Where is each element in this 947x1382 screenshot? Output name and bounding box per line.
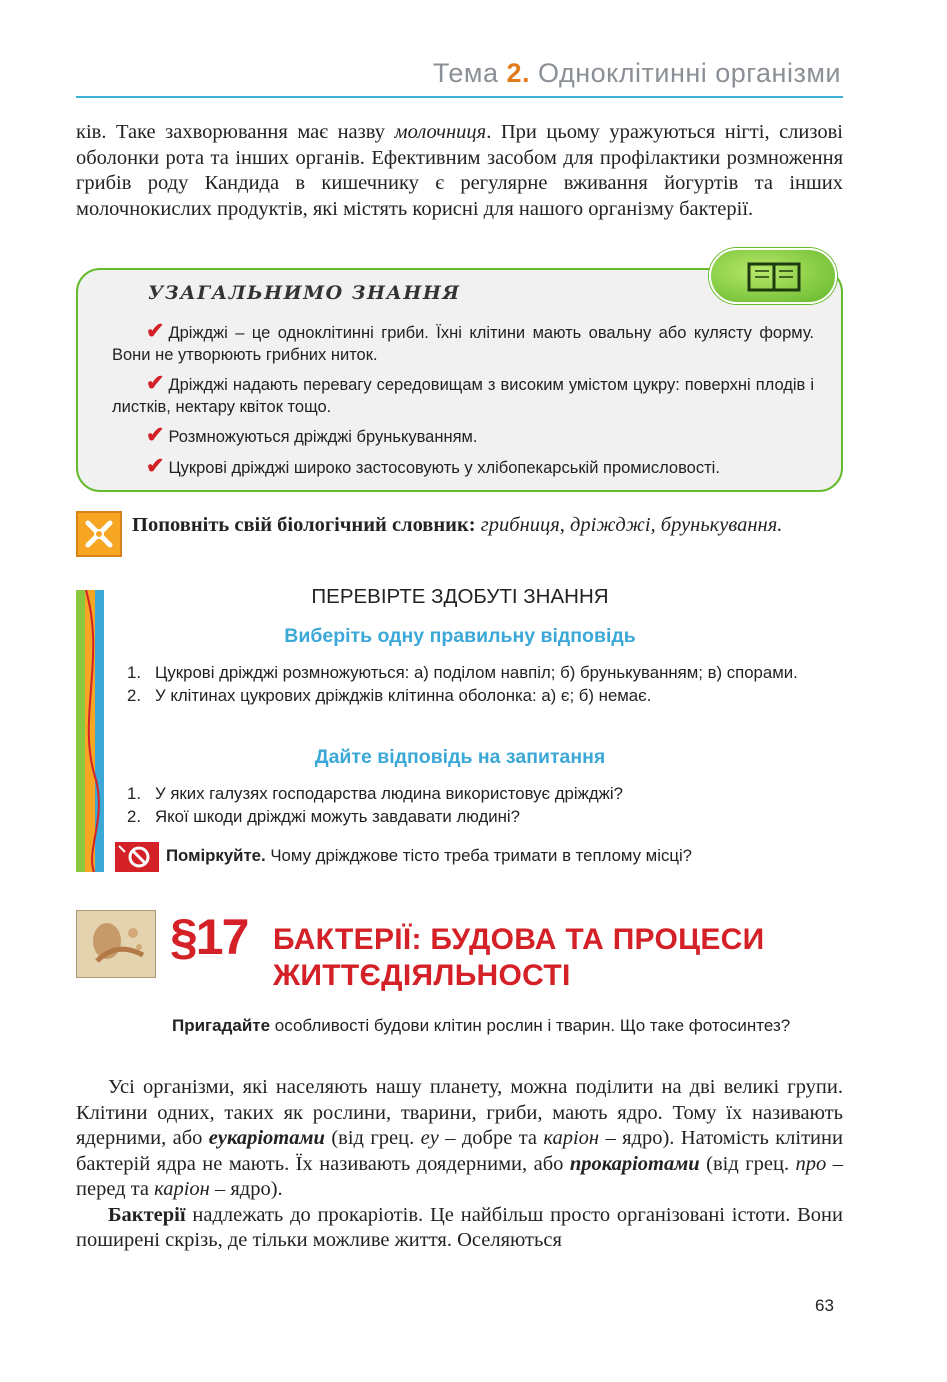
intro-text-after: . При цьому уражуються нігті, слизові оболонки рота та інших органів. Ефективним засобом для профілактики розмноження грибів роду Кандида в кишечнику є регулярне вживання йогуртів та інших молочнокислих продуктів, які містять корисні для нашого організму бактерії. xyxy=(76,121,843,220)
check-icon: ✔ xyxy=(146,422,165,447)
summary-list xyxy=(112,320,814,485)
think-question: Поміркуйте. Чому дріжджове тісто треба тримати в теплому місці? xyxy=(166,846,693,865)
check-icon: ✔ xyxy=(146,452,165,478)
header-divider xyxy=(76,96,843,98)
choose-answer-list xyxy=(125,662,843,707)
term-bacteria: Бактерії xyxy=(108,1203,186,1226)
summary-item: ✔ Дріжджі – це одноклітинні гриби. Їхні клітини мають овальну або кулясту форму. Вони не утворюють грибних ниток. xyxy=(112,318,814,364)
intro-paragraph xyxy=(76,120,843,222)
dictionary-label: Поповніть свій біологічний словник: xyxy=(132,514,476,536)
check-knowledge-heading: ПЕРЕВІРТЕ ЗДОБУТІ ЗНАННЯ xyxy=(311,585,609,608)
summary-title: УЗАГАЛЬНИМО ЗНАННЯ xyxy=(148,282,461,304)
think-icon xyxy=(115,842,159,872)
dictionary-terms: грибниця, дріжджі, брунькування. xyxy=(480,514,783,536)
summary-item: ✔ Розмножуються дріжджі брунькуванням. xyxy=(146,422,478,447)
body-paragraph: Бактерії надлежать до прокаріотів. Це найбільш просто організовані істоти. Вони поширені скрізь, де тільки можливе життя. Оселяються xyxy=(76,1203,843,1251)
think-label: Поміркуйте. xyxy=(166,846,266,865)
question-item: 1. У яких галузях господарства людина використовує дріжджі? xyxy=(127,784,623,803)
running-header xyxy=(433,58,841,89)
book-icon xyxy=(709,248,837,304)
check-icon: ✔ xyxy=(146,370,165,395)
term-eukaryotes: еукаріотами xyxy=(208,1127,325,1149)
intro-text-before: ків. Таке захворювання має назву xyxy=(76,121,395,143)
term-prokaryotes: прокаріотами xyxy=(569,1152,700,1175)
choose-answer-heading: Виберіть одну правильну відповідь xyxy=(284,625,636,647)
page-number: 63 xyxy=(815,1296,834,1315)
topic-number: 2. xyxy=(506,58,531,88)
question-item: 2. Якої шкоди дріжджі можуть завдавати людині? xyxy=(127,806,520,826)
recall-prompt: Пригадайте особливості будови клітин рослин і тварин. Що таке фотосинтез? xyxy=(172,1016,791,1035)
section-number: §17 xyxy=(170,909,248,965)
body-paragraph: Усі організми, які населяють нашу планету, можна поділити на дві великі групи. Клітини одних, таких як рослини, тварини, гриби, мають ядро. Тому їх називають ядерними, або еукаріотами (від грец. еу – добре та каріон – ядро). Натомість клітини бактерій ядра не мають. Їх називають доядерними, або прокаріотами (від грец. про – перед та каріон – ядро). xyxy=(76,1076,843,1200)
check-icon: ✔ xyxy=(146,318,165,343)
answer-questions-list xyxy=(125,783,843,828)
recall-label: Пригадайте xyxy=(172,1016,271,1035)
intro-term: молочниця xyxy=(394,121,487,143)
summary-item: ✔ Дріжджі надають перевагу середовищам з високим умістом цукру: поверхні плодів і листків, нектару квіток тощо. xyxy=(112,370,814,416)
summary-box xyxy=(76,268,843,492)
question-item: 2. У клітинах цукрових дріжджів клітинна оболонка: а) є; б) немає. xyxy=(127,685,652,705)
topic-title: Одноклітинні організми xyxy=(538,58,841,88)
body-text xyxy=(76,1075,843,1254)
answer-questions-heading: Дайте відповідь на запитання xyxy=(314,746,606,768)
colored-side-bar xyxy=(76,590,104,872)
dictionary-icon xyxy=(76,511,122,557)
summary-item: ✔ Цукрові дріжджі широко застосовують у хлібопекарській промисловості. xyxy=(146,452,720,478)
dictionary-text xyxy=(132,513,843,538)
section-title: БАКТЕРІЇ: БУДОВА ТА ПРОЦЕСИ ЖИТТЄДІЯЛЬНОСТІ xyxy=(273,923,765,992)
topic-label: Тема xyxy=(432,58,499,88)
question-item: 1. Цукрові дріжджі розмножуються: а) поділом навпіл; б) брунькуванням; в) спорами. xyxy=(127,663,798,682)
section-illustration xyxy=(76,910,156,978)
